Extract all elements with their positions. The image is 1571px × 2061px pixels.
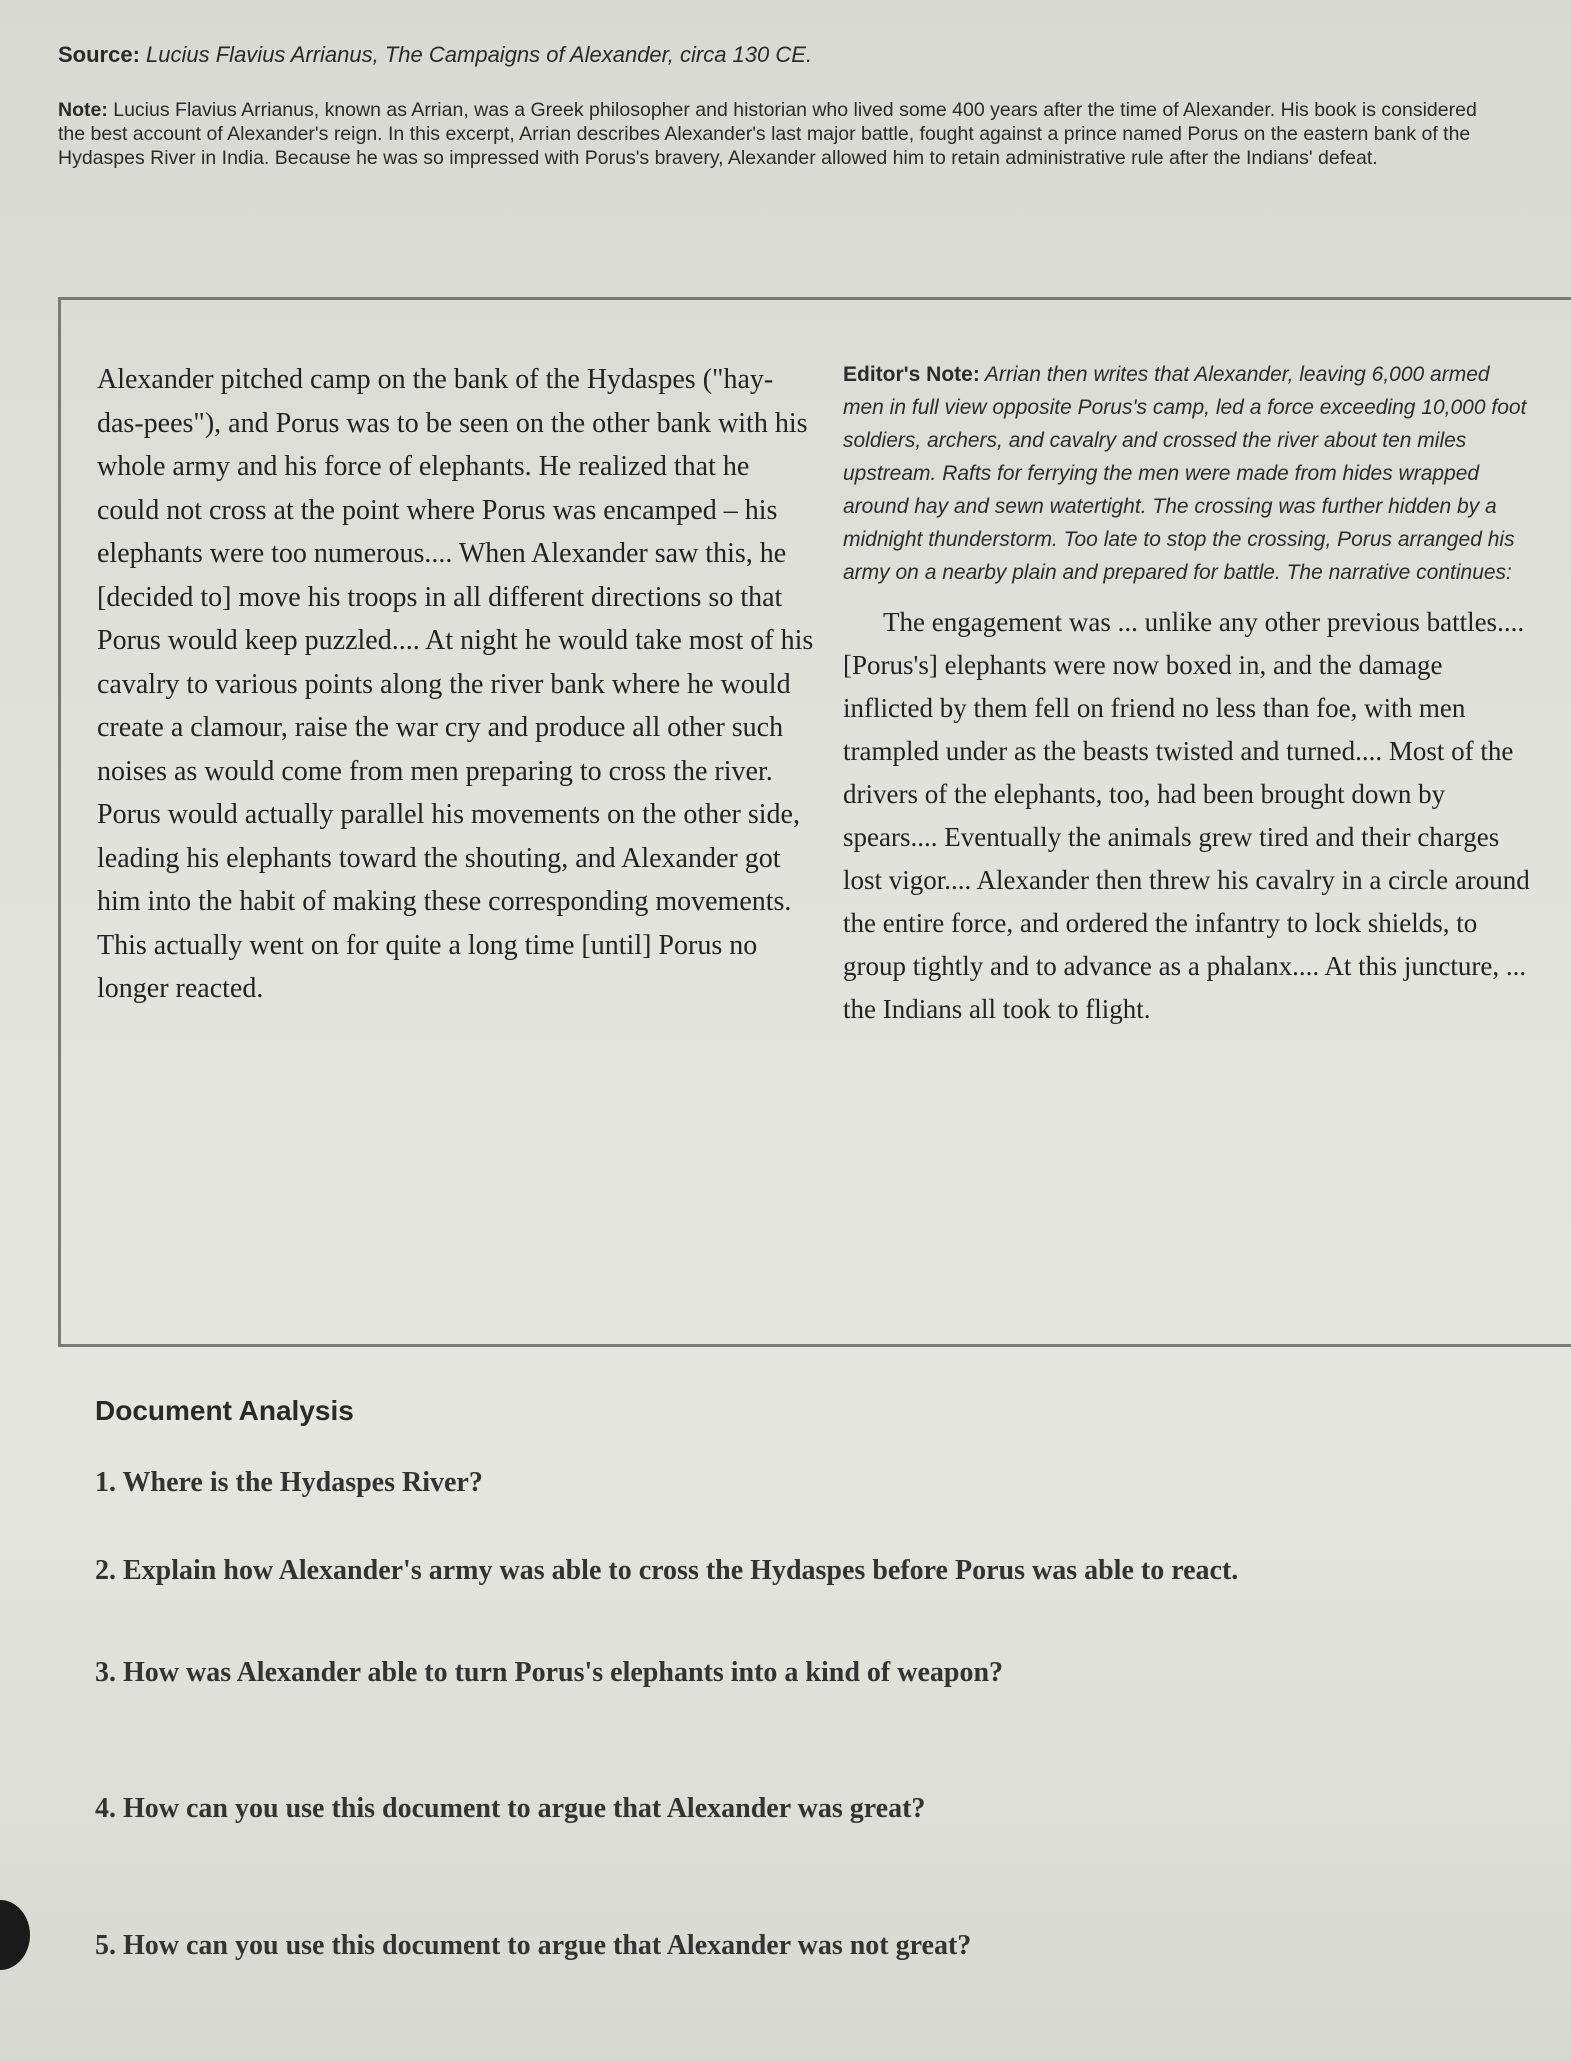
editors-note-label: Editor's Note: (843, 363, 980, 386)
question-5: 5. How can you use this document to argue that Alexander was not great? (95, 1930, 972, 1961)
question-4: 4. How can you use this document to argue that Alexander was great? (95, 1793, 926, 1824)
question-3: 3. How was Alexander able to turn Porus's elephants into a kind of weapon? (95, 1657, 1004, 1688)
source-citation (58, 42, 1498, 68)
excerpt-narrative: The engagement was ... unlike any other previous battles.... [Porus's] elephants were now boxed in, and the damage inflicted by them fell on friend no less than foe, with men trampled under as the beasts twisted and turned.... Most of the drivers of the elephants, too, had been brought down by spears.... Eventually the animals grew tired and their charges lost vigor.... Alexander then threw his cavalry in a circle around the entire force, and ordered the infantry to lock shields, to group tightly and to advance as a phalanx.... At this juncture, ... the Indians all took to flight. (843, 607, 1530, 1024)
question-2: 2. Explain how Alexander's army was able to cross the Hydaspes before Porus was able to react. (95, 1555, 1239, 1586)
source-label: Source: (58, 42, 140, 67)
excerpt-left-column: Alexander pitched camp on the bank of the Hydaspes ("hay-das-pees"), and Porus was to be seen on the other bank with his whole army and his force of elephants. He realized that he could not cross at the point where Porus was encamped – his elephants were too numerous.... When Alexander saw this, he [decided to] move his troops in all different directions so that Porus would keep puzzled.... At night he would take most of his cavalry to various points along the river bank where he would create a clamour, raise the war cry and produce all other such noises as would come from men preparing to cross the river. Porus would actually parallel his movements on the other side, leading his elephants toward the shouting, and Alexander got him into the habit of making these corresponding movements. This actually went on for quite a long time [until] Porus no longer reacted. (97, 364, 814, 1004)
editors-note (843, 358, 1533, 589)
editors-note-text: Arrian then writes that Alexander, leaving 6,000 armed men in full view opposite Porus's camp, led a force exceeding 10,000 foot soldiers, archers, and cavalry and crossed the river about ten miles upstream. Rafts for ferrying the men were made from hides wrapped around hay and sewn watertight. The crossing was further hidden by a midnight thunderstorm. Too late to stop the crossing, Porus arranged his army on a nearby plain and prepared for battle. The narrative continues: (843, 363, 1527, 584)
analysis-title: Document Analysis (95, 1395, 354, 1426)
question-1: 1. Where is the Hydaspes River? (95, 1467, 483, 1498)
document-analysis (95, 1395, 1515, 1961)
intro-note (58, 98, 1493, 170)
excerpt-right-column (843, 358, 1533, 1031)
source-text: Lucius Flavius Arrianus, The Campaigns of Alexander, circa 130 CE. (139, 42, 813, 67)
excerpt-box (58, 297, 1571, 1347)
note-text: Lucius Flavius Arrianus, known as Arrian, was a Greek philosopher and historian who lived some 400 years after the time of Alexander. His book is considered the best account of Alexander's reign. In this excerpt, Arrian describes Alexander's last major battle, fought against a prince named Porus on the eastern bank of the Hydaspes River in India. Because he was so impressed with Porus's bravery, Alexander allowed him to retain administrative rule after the Indians' defeat. (58, 99, 1477, 169)
source-block (58, 42, 1498, 170)
binder-hole (0, 1900, 30, 1970)
note-label: Note: (58, 99, 108, 121)
